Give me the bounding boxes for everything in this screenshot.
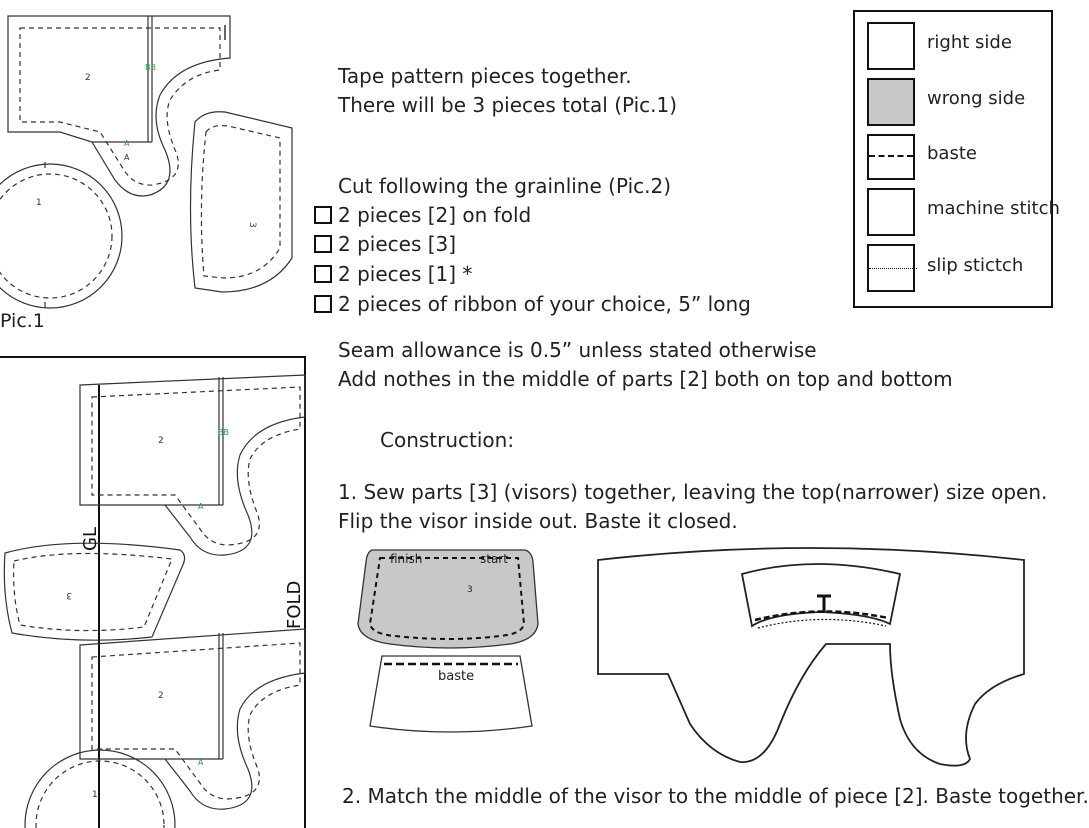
pic2-notch-a2: A (198, 758, 204, 767)
legend-machine-stitch-swatch (867, 188, 915, 236)
seam-line-2: Add nothes in the middle of parts [2] both on top and bottom (338, 367, 953, 391)
visor-baste-label: baste (438, 669, 475, 684)
legend (853, 10, 1060, 308)
pic2-piece2b-label: 2 (158, 691, 164, 701)
intro-line-1: Tape pattern pieces together. (338, 64, 632, 88)
pic1-piece-3 (191, 112, 293, 292)
legend-baste-label: baste (927, 143, 977, 164)
pic1-piece-1 (0, 162, 122, 308)
legend-baste-swatch (867, 134, 915, 180)
legend-right-side-label: right side (927, 32, 1012, 53)
step2-text: 2. Match the middle of the visor to the middle of piece [2]. Baste together. (342, 784, 1089, 808)
pic1-piece2-label: 2 (85, 73, 91, 83)
pic1-piece3-label: 3 (247, 222, 257, 228)
intro-line-2: There will be 3 pieces total (Pic.1) (338, 93, 678, 117)
legend-slip-stitch-swatch (867, 244, 915, 292)
cutting-item-3-label: 2 pieces [1] * (338, 262, 473, 286)
pic2-piece-2-lower (80, 629, 305, 809)
construction-heading: Construction: (380, 428, 515, 452)
pic1-notch-a2: A (124, 153, 130, 162)
pic2-piece1-label: 1 (92, 790, 98, 800)
pic1-notch-bb: BB (145, 63, 156, 72)
visor-piece-label: 3 (467, 585, 473, 595)
checkbox-cutting-4[interactable] (314, 295, 332, 313)
checkbox-cutting-3[interactable] (314, 265, 332, 283)
cutting-item-4 (314, 290, 751, 319)
visor-start-label: start (480, 552, 508, 566)
pic2-fold-label: FOLD (284, 580, 305, 629)
legend-machine-stitch-label: machine stitch (927, 198, 1060, 219)
cutting-item-2 (314, 230, 456, 259)
pic2-grainline-label: GL (80, 527, 101, 551)
pic2-piece3-label: 3 (66, 590, 72, 600)
assembly-diagram (590, 544, 1024, 774)
step1-line-1: 1. Sew parts [3] (visors) together, leaving the top(narrower) size open. (338, 480, 1048, 504)
seam-line-1: Seam allowance is 0.5” unless stated otherwise (338, 338, 817, 362)
pic1-notch-a1: A (124, 139, 130, 148)
legend-slip-stitch-label: slip stictch (927, 255, 1024, 276)
checkbox-cutting-2[interactable] (314, 235, 332, 253)
pic1-pattern-diagram (0, 0, 310, 340)
pic2-layout-diagram (0, 355, 310, 828)
step1-line-2: Flip the visor inside out. Baste it closed. (338, 509, 738, 533)
pic1-piece1-label: 1 (36, 198, 42, 208)
pic1-caption: Pic.1 (0, 310, 45, 332)
pic2-notch-bb: BB (218, 428, 229, 437)
pic2-piece2-label: 2 (158, 436, 164, 446)
pic2-notch-a: A (198, 502, 204, 511)
cutting-heading: Cut following the grainline (Pic.2) (338, 174, 672, 198)
cutting-item-3 (314, 260, 472, 289)
pic2-piece-2-upper (80, 375, 305, 555)
cutting-item-4-label: 2 pieces of ribbon of your choice, 5” long (338, 292, 751, 316)
legend-right-side-swatch (867, 22, 915, 70)
checkbox-cutting-1[interactable] (314, 206, 332, 224)
pic2-piece-3 (4, 543, 184, 640)
visor-finish-label: finish (390, 552, 423, 566)
legend-wrong-side-swatch (867, 78, 915, 126)
cutting-item-1 (314, 201, 531, 230)
cutting-item-1-label: 2 pieces [2] on fold (338, 203, 532, 227)
cutting-item-2-label: 2 pieces [3] (338, 232, 457, 256)
pic1-piece-2 (8, 16, 230, 196)
visor-diagram (350, 540, 550, 740)
legend-wrong-side-label: wrong side (927, 88, 1026, 109)
